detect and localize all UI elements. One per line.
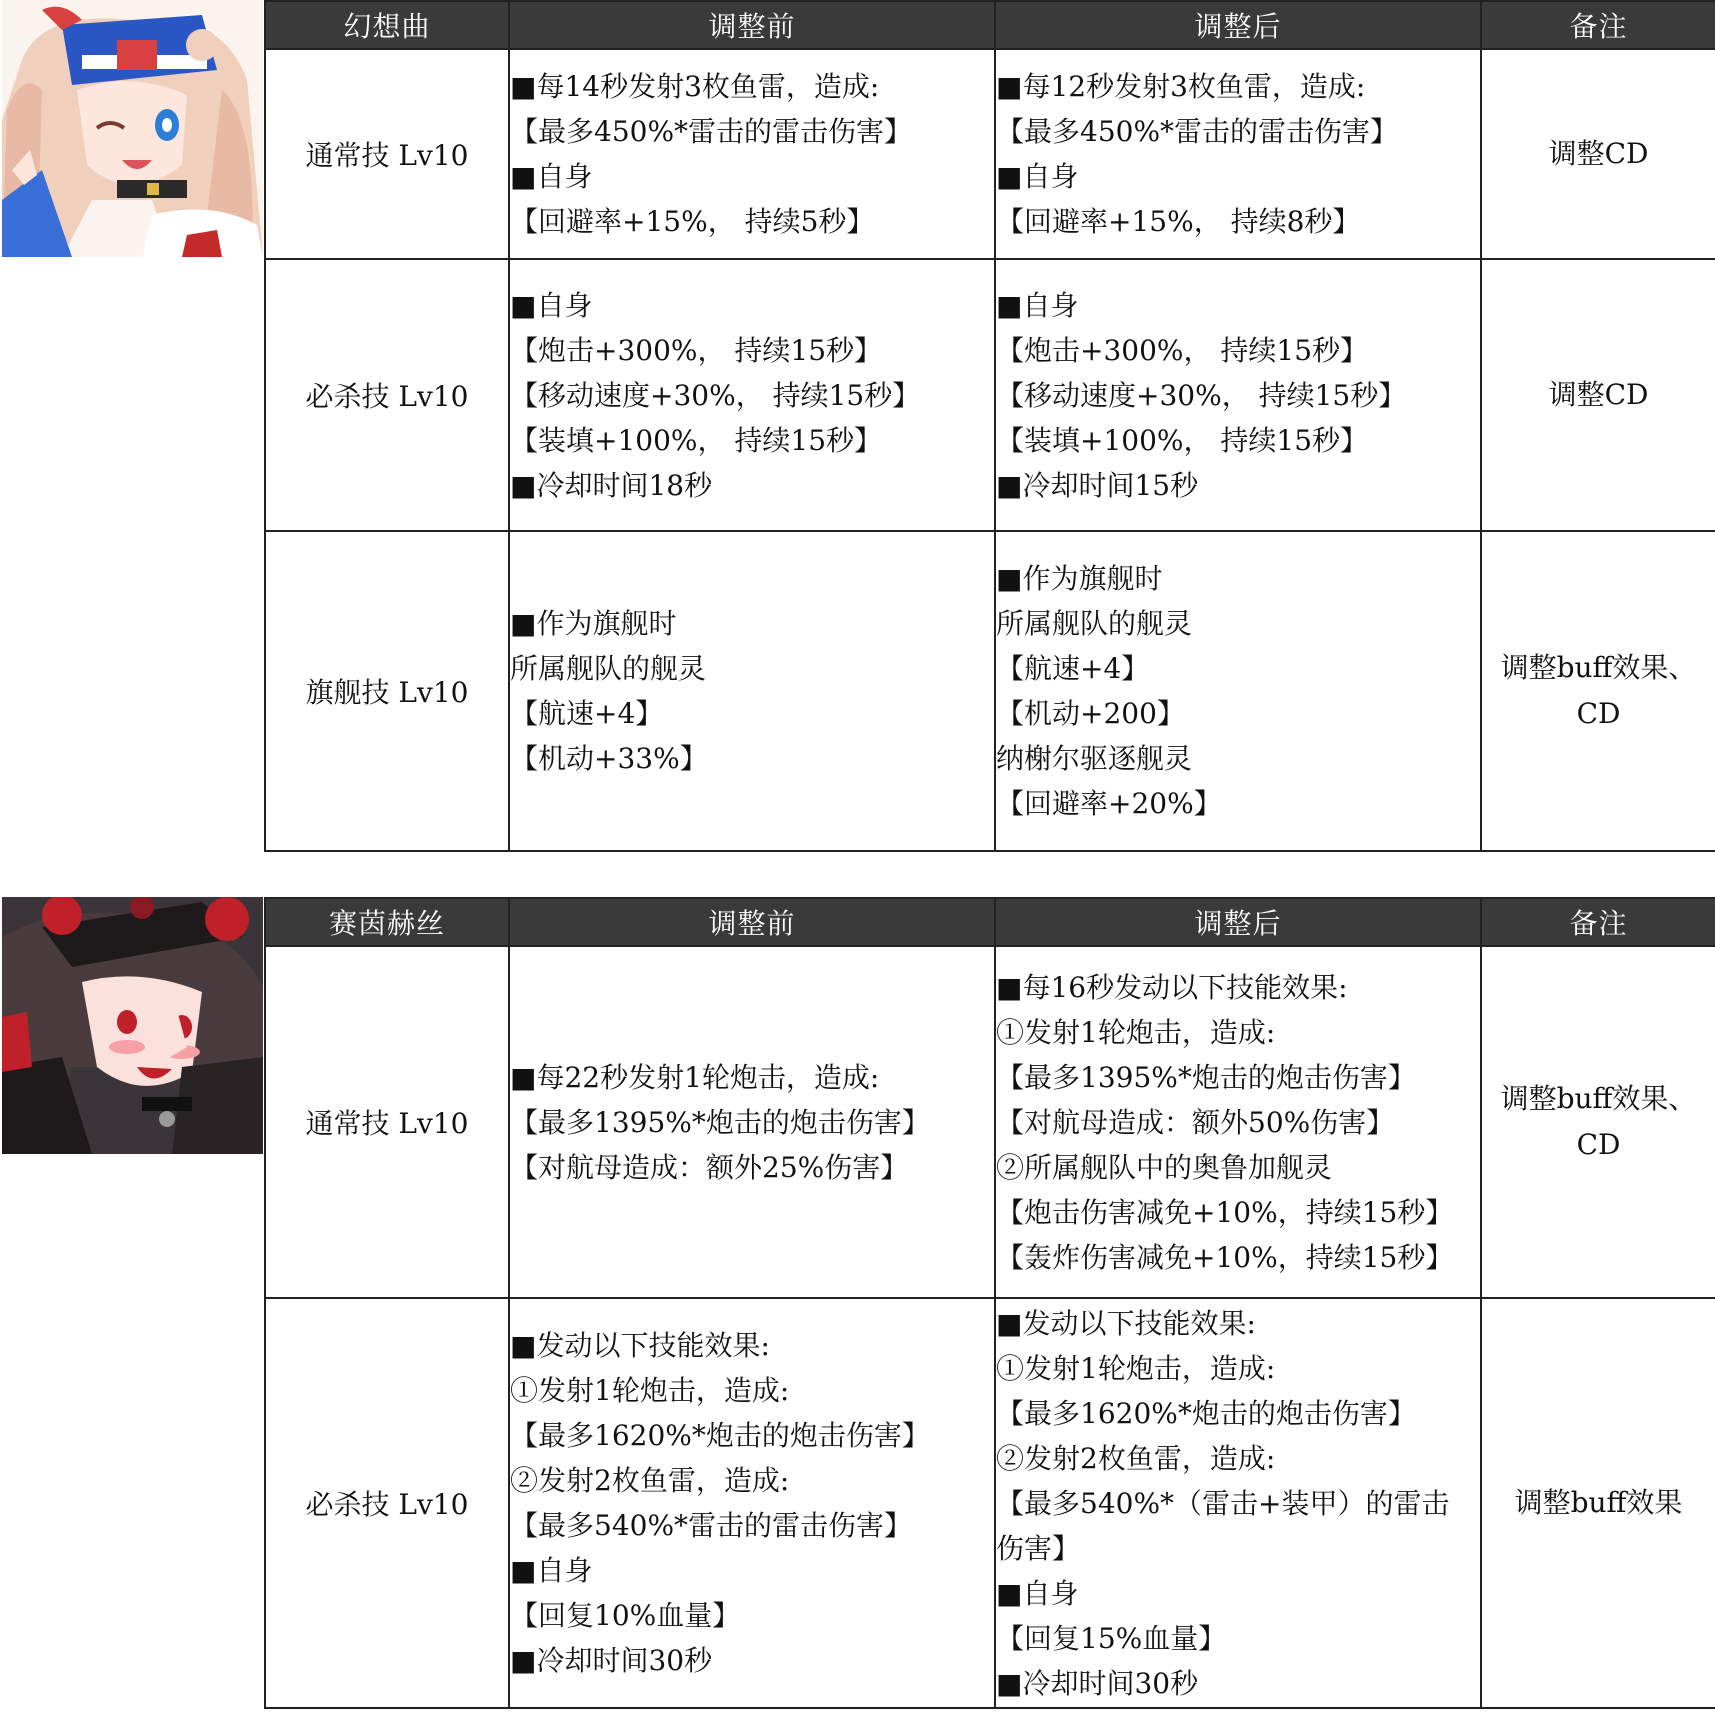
note-text: 调整CD: [1548, 378, 1649, 411]
description-line: 【最多1620%*炮击的炮击伤害】: [510, 1419, 930, 1452]
portrait-illustration: [2, 0, 263, 257]
note-text: 调整buff效果、: [1500, 651, 1697, 684]
skill-table-fantasia: [264, 0, 1715, 852]
after-header: 调整后: [995, 898, 1481, 946]
note-cell: [1481, 49, 1715, 259]
description-line: 【移动速度+30%， 持续15秒】: [996, 378, 1407, 412]
table-row: [265, 259, 1715, 531]
after-description: [995, 1298, 1481, 1708]
skill-name: 必杀技 Lv10: [265, 259, 509, 531]
character-name-header: 赛茵赫丝: [265, 898, 509, 946]
note-header: 备注: [1481, 898, 1715, 946]
after-description: [995, 946, 1481, 1298]
description-line: 【对航母造成：额外50%伤害】: [996, 1105, 1395, 1139]
description-line: 【炮击伤害减免+10%，持续15秒】: [996, 1195, 1454, 1229]
description-line: 所属舰队的舰灵: [510, 652, 707, 685]
skill-name: 必杀技 Lv10: [265, 1298, 509, 1708]
description-line: 【最多1395%*炮击的炮击伤害】: [996, 1060, 1416, 1094]
description-line: 纳榭尔驱逐舰灵: [996, 742, 1193, 775]
description-line: ②发射2枚鱼雷，造成:: [510, 1464, 790, 1497]
table-row: [265, 946, 1715, 1298]
description-line: ■发动以下技能效果:: [510, 1329, 770, 1362]
description-line: ■每14秒发射3枚鱼雷，造成:: [510, 70, 880, 103]
note-text: 调整buff效果: [1514, 1486, 1683, 1519]
note-cell: [1481, 946, 1715, 1298]
note-text: CD: [1576, 1128, 1621, 1161]
description-line: 【机动+33%】: [510, 742, 708, 775]
description-line: 伤害】: [996, 1531, 1081, 1565]
description-line: 【最多450%*雷击的雷击伤害】: [996, 115, 1399, 148]
table-header-row: [265, 1, 1715, 49]
character-name-header: 幻想曲: [265, 1, 509, 49]
description-line: 【对航母造成：额外25%伤害】: [510, 1150, 909, 1184]
description-line: ①发射1轮炮击，造成:: [996, 1351, 1276, 1385]
description-line: ■自身: [996, 160, 1079, 193]
description-line: 【最多1620%*炮击的炮击伤害】: [996, 1396, 1416, 1430]
description-line: 【回避率+15%， 持续8秒】: [996, 205, 1361, 238]
description-line: 【回避率+15%， 持续5秒】: [510, 205, 875, 238]
description-line: 【装填+100%， 持续15秒】: [510, 423, 883, 457]
description-line: 【航速+4】: [510, 697, 664, 730]
character-portrait-seinhes: [2, 897, 263, 1154]
description-line: ②发射2枚鱼雷，造成:: [996, 1441, 1276, 1475]
description-line: 【最多450%*雷击的雷击伤害】: [510, 115, 913, 148]
description-line: 【回复10%血量】: [510, 1599, 741, 1632]
before-header: 调整前: [509, 898, 995, 946]
description-line: ■自身: [510, 160, 593, 193]
before-description: [509, 531, 995, 851]
after-header: 调整后: [995, 1, 1481, 49]
description-line: 【回复15%血量】: [996, 1621, 1227, 1655]
before-description: [509, 1298, 995, 1708]
table-row: [265, 49, 1715, 259]
after-description: [995, 49, 1481, 259]
description-line: ■每16秒发动以下技能效果:: [996, 970, 1348, 1004]
description-line: 【回避率+20%】: [996, 787, 1222, 820]
description-line: ■自身: [510, 288, 593, 322]
before-description: [509, 946, 995, 1298]
description-line: ①发射1轮炮击，造成:: [996, 1015, 1276, 1049]
description-line: ■作为旗舰时: [510, 607, 677, 640]
description-line: ■自身: [996, 288, 1079, 322]
note-cell: [1481, 1298, 1715, 1708]
skill-table-seinhes: [264, 897, 1715, 1709]
description-line: 【最多1395%*炮击的炮击伤害】: [510, 1105, 930, 1139]
note-cell: [1481, 531, 1715, 851]
description-line: ■自身: [510, 1554, 593, 1587]
description-line: ■发动以下技能效果:: [996, 1306, 1256, 1340]
description-line: ②所属舰队中的奥鲁加舰灵: [996, 1150, 1333, 1184]
description-line: 【最多540%*雷击的雷击伤害】: [510, 1509, 913, 1542]
skill-name: 通常技 Lv10: [265, 49, 509, 259]
description-line: 【炮击+300%， 持续15秒】: [510, 333, 883, 367]
after-description: [995, 259, 1481, 531]
description-line: 【炮击+300%， 持续15秒】: [996, 333, 1369, 367]
description-line: 【航速+4】: [996, 652, 1150, 685]
description-line: ■冷却时间30秒: [996, 1666, 1199, 1700]
description-line: ■冷却时间18秒: [510, 468, 713, 502]
description-line: ■作为旗舰时: [996, 562, 1163, 595]
table-row: [265, 1298, 1715, 1708]
description-line: ■冷却时间30秒: [510, 1644, 713, 1677]
skill-name: 旗舰技 Lv10: [265, 531, 509, 851]
before-description: [509, 259, 995, 531]
description-line: ■每12秒发射3枚鱼雷，造成:: [996, 70, 1366, 103]
note-header: 备注: [1481, 1, 1715, 49]
note-cell: [1481, 259, 1715, 531]
before-description: [509, 49, 995, 259]
description-line: 【机动+200】: [996, 697, 1185, 730]
table-row: [265, 531, 1715, 851]
description-line: ■自身: [996, 1576, 1079, 1610]
portrait-illustration: [2, 897, 263, 1154]
before-header: 调整前: [509, 1, 995, 49]
description-line: 【最多540%*（雷击+装甲）的雷击: [996, 1486, 1450, 1520]
description-line: ①发射1轮炮击，造成:: [510, 1374, 790, 1407]
note-text: 调整CD: [1548, 137, 1649, 170]
description-line: ■每22秒发射1轮炮击，造成:: [510, 1060, 880, 1094]
description-line: ■冷却时间15秒: [996, 468, 1199, 502]
character-portrait-fantasia: [2, 0, 263, 257]
description-line: 【移动速度+30%， 持续15秒】: [510, 378, 921, 412]
skill-name: 通常技 Lv10: [265, 946, 509, 1298]
after-description: [995, 531, 1481, 851]
note-text: 调整buff效果、: [1500, 1082, 1697, 1115]
description-line: 所属舰队的舰灵: [996, 607, 1193, 640]
description-line: 【装填+100%， 持续15秒】: [996, 423, 1369, 457]
note-text: CD: [1576, 697, 1621, 730]
table-header-row: [265, 898, 1715, 946]
description-line: 【轰炸伤害减免+10%，持续15秒】: [996, 1240, 1454, 1274]
